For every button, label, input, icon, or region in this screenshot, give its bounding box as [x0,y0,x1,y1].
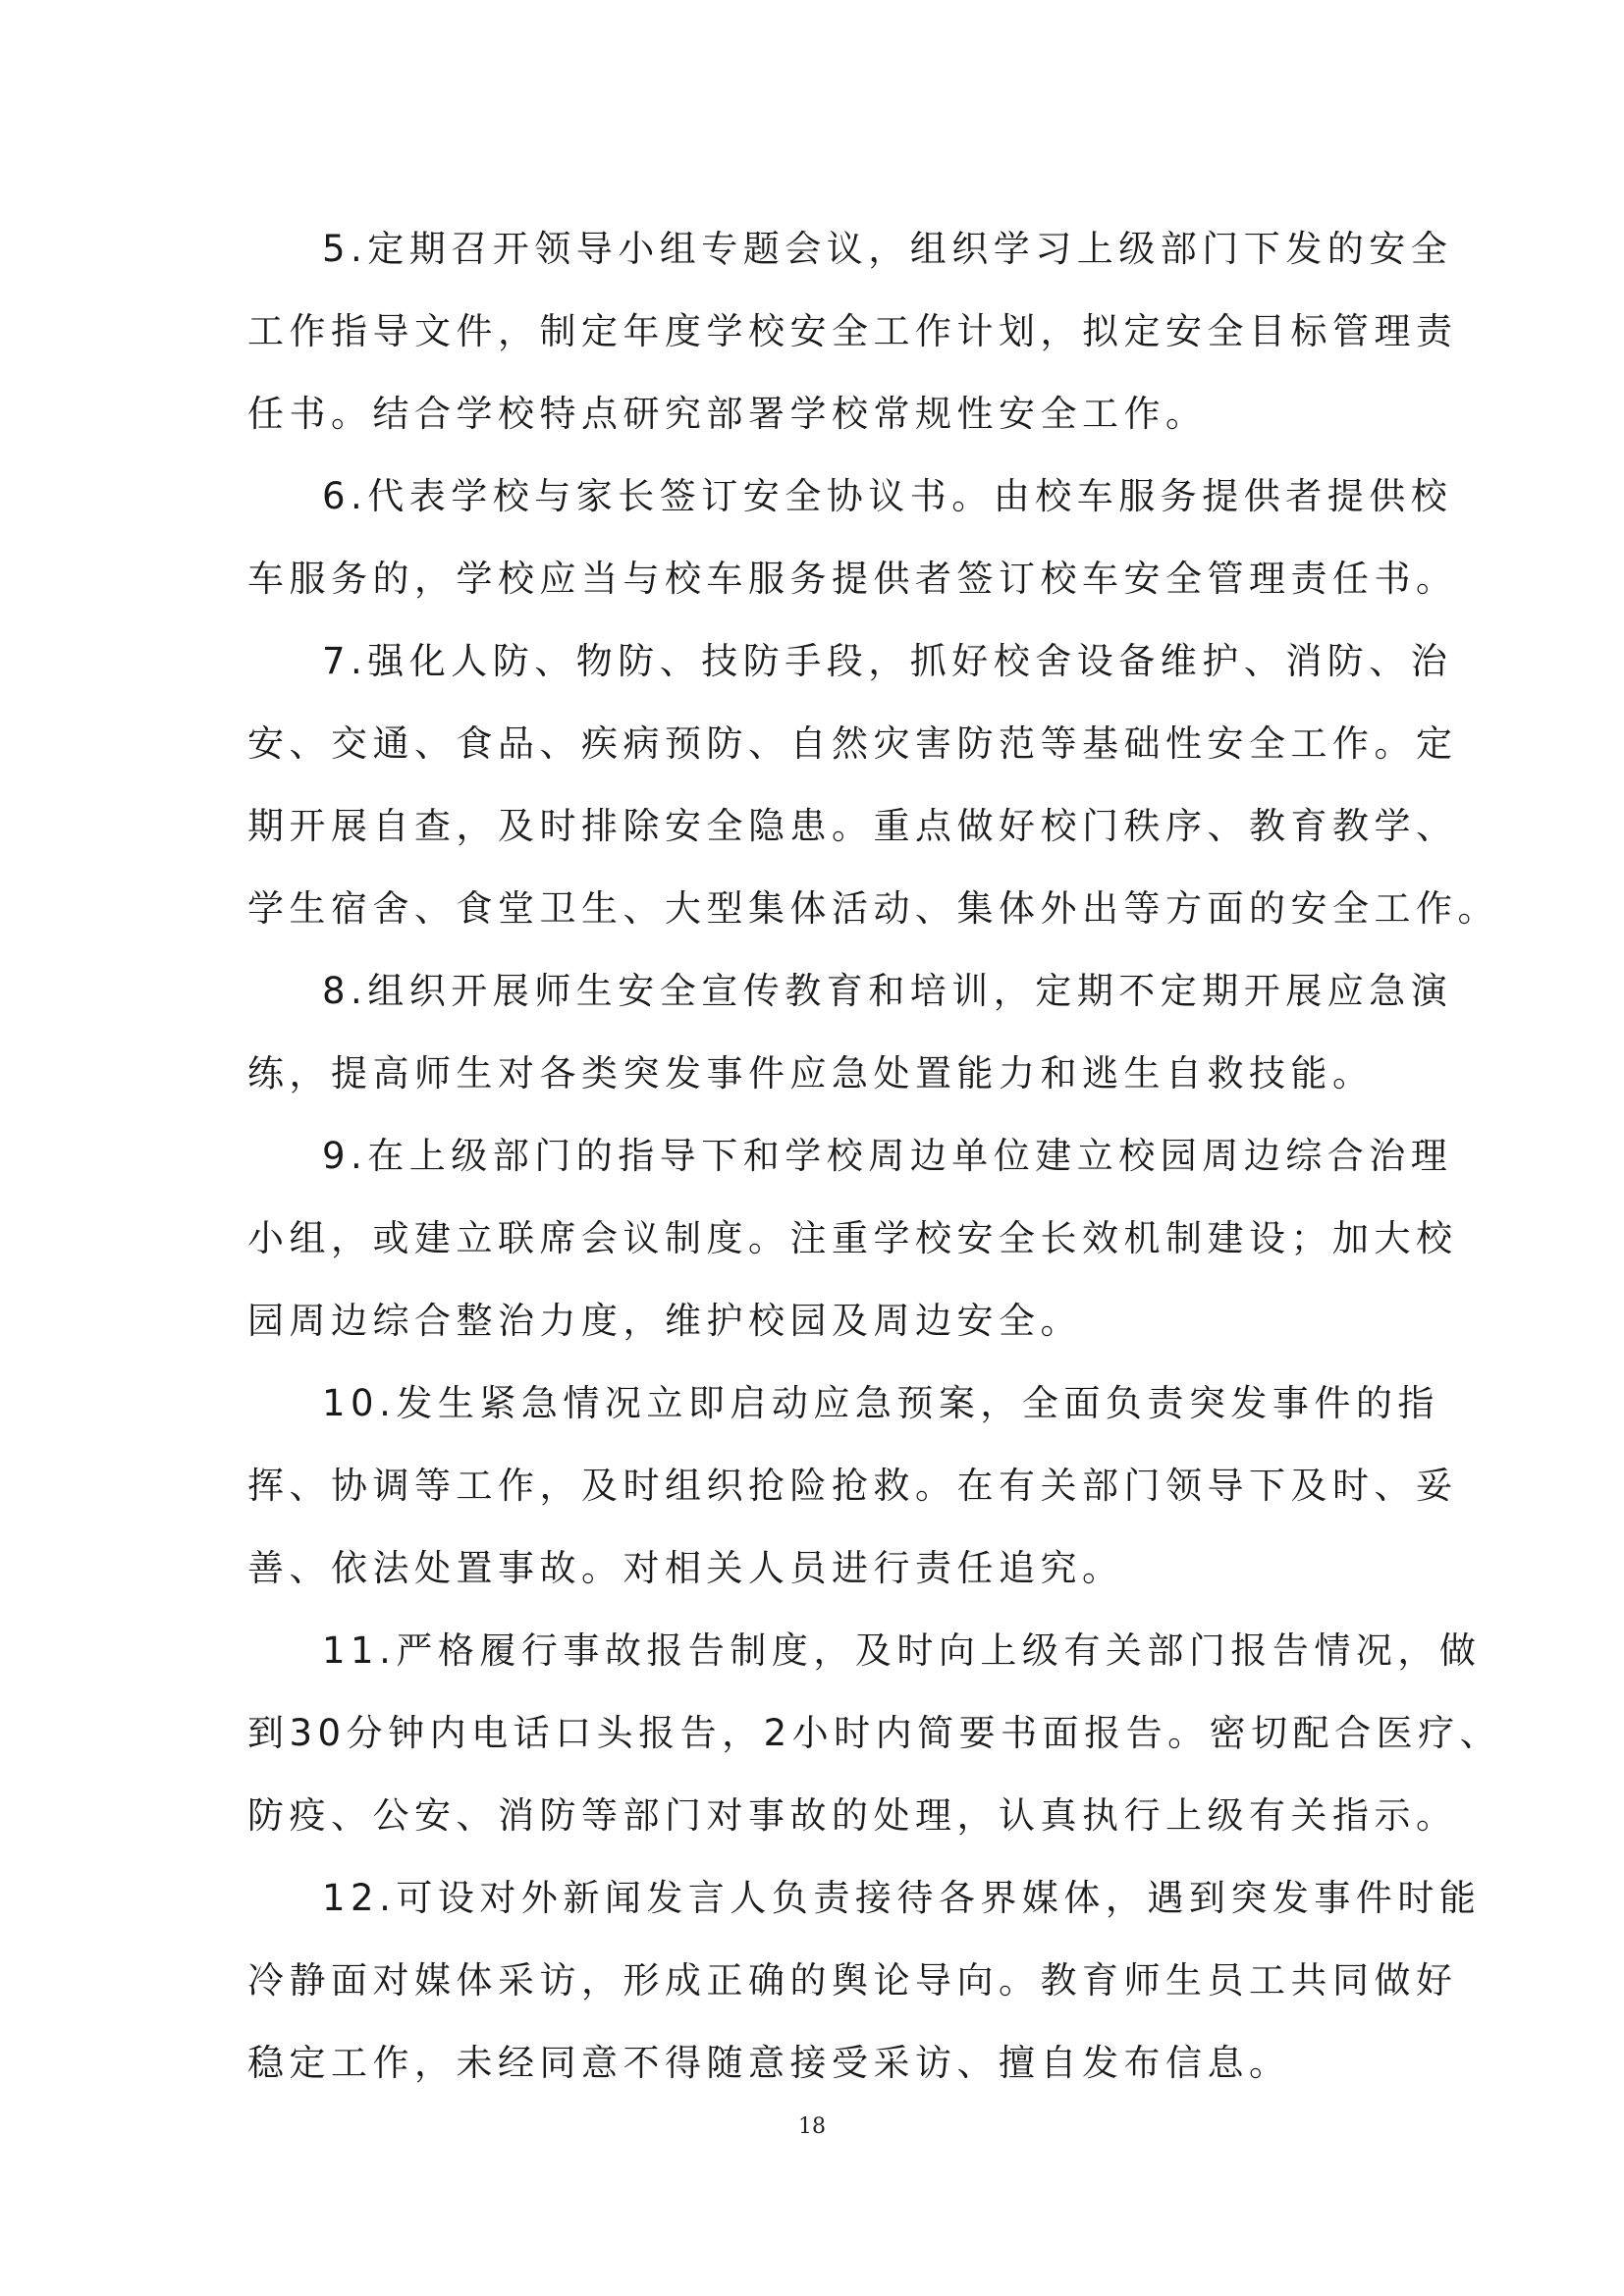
text-line: 任书。结合学校特点研究部署学校常规性安全工作。 [247,393,1208,435]
text-line: 7.强化人防、物防、技防手段，抓好校舍设备维护、消防、治 [322,640,1453,682]
text-line: 10.发生紧急情况立即启动应急预案，全面负责突发事件的指 [322,1382,1439,1424]
text-line: 练，提高师生对各类突发事件应急处置能力和逃生自救技能。 [247,1052,1375,1095]
text-line: 5.定期召开领导小组专题会议，组织学习上级部门下发的安全 [322,228,1453,270]
text-line: 期开展自查，及时排除安全隐患。重点做好校门秩序、教育教学、 [247,805,1458,847]
paragraph-item-6 [247,455,1458,620]
text-line: 园周边综合整治力度，维护校园及周边安全。 [247,1300,1082,1342]
text-line: 8.组织开展师生安全宣传教育和培训，定期不定期开展应急演 [322,970,1453,1012]
text-line: 小组，或建立联席会议制度。注重学校安全长效机制建设；加大校 [247,1217,1458,1259]
document-body [247,208,1502,2105]
paragraph-item-10 [247,1362,1458,1610]
paragraph-item-5 [247,208,1458,455]
text-line: 12.可设对外新闻发言人负责接待各界媒体，遇到突发事件时能 [322,1877,1482,1919]
page-number: 18 [798,2114,826,2139]
paragraph-item-8 [247,950,1453,1115]
text-line: 善、依法处置事故。对相关人员进行责任追究。 [247,1547,1124,1589]
paragraph-item-9 [247,1115,1458,1362]
paragraph-item-11 [247,1610,1502,1857]
text-line: 挥、协调等工作，及时组织抢险抢救。在有关部门领导下及时、妥 [247,1465,1458,1507]
text-line: 防疫、公安、消防等部门对事故的处理，认真执行上级有关指示。 [247,1794,1458,1837]
text-line: 6.代表学校与家长签订安全协议书。由校车服务提供者提供校 [322,475,1453,517]
text-line: 安、交通、食品、疾病预防、自然灾害防范等基础性安全工作。定 [247,722,1458,765]
paragraph-item-7 [247,620,1499,950]
text-line: 9.在上级部门的指导下和学校周边单位建立校园周边综合治理 [322,1135,1453,1177]
text-line: 冷静面对媒体采访，形成正确的舆论导向。教育师生员工共同做好 [247,1959,1458,2002]
text-line: 11.严格履行事故报告制度，及时向上级有关部门报告情况，做 [322,1629,1482,1672]
text-line: 车服务的，学校应当与校车服务提供者签订校车安全管理责任书。 [247,558,1458,600]
text-line: 到30分钟内电话口头报告，2小时内简要书面报告。密切配合医疗、 [247,1712,1502,1754]
text-line: 工作指导文件，制定年度学校安全工作计划，拟定安全目标管理责 [247,310,1458,352]
text-line: 学生宿舍、食堂卫生、大型集体活动、集体外出等方面的安全工作。 [247,887,1499,930]
paragraph-item-12 [247,1857,1482,2105]
text-line: 稳定工作，未经同意不得随意接受采访、擅自发布信息。 [247,2042,1291,2084]
